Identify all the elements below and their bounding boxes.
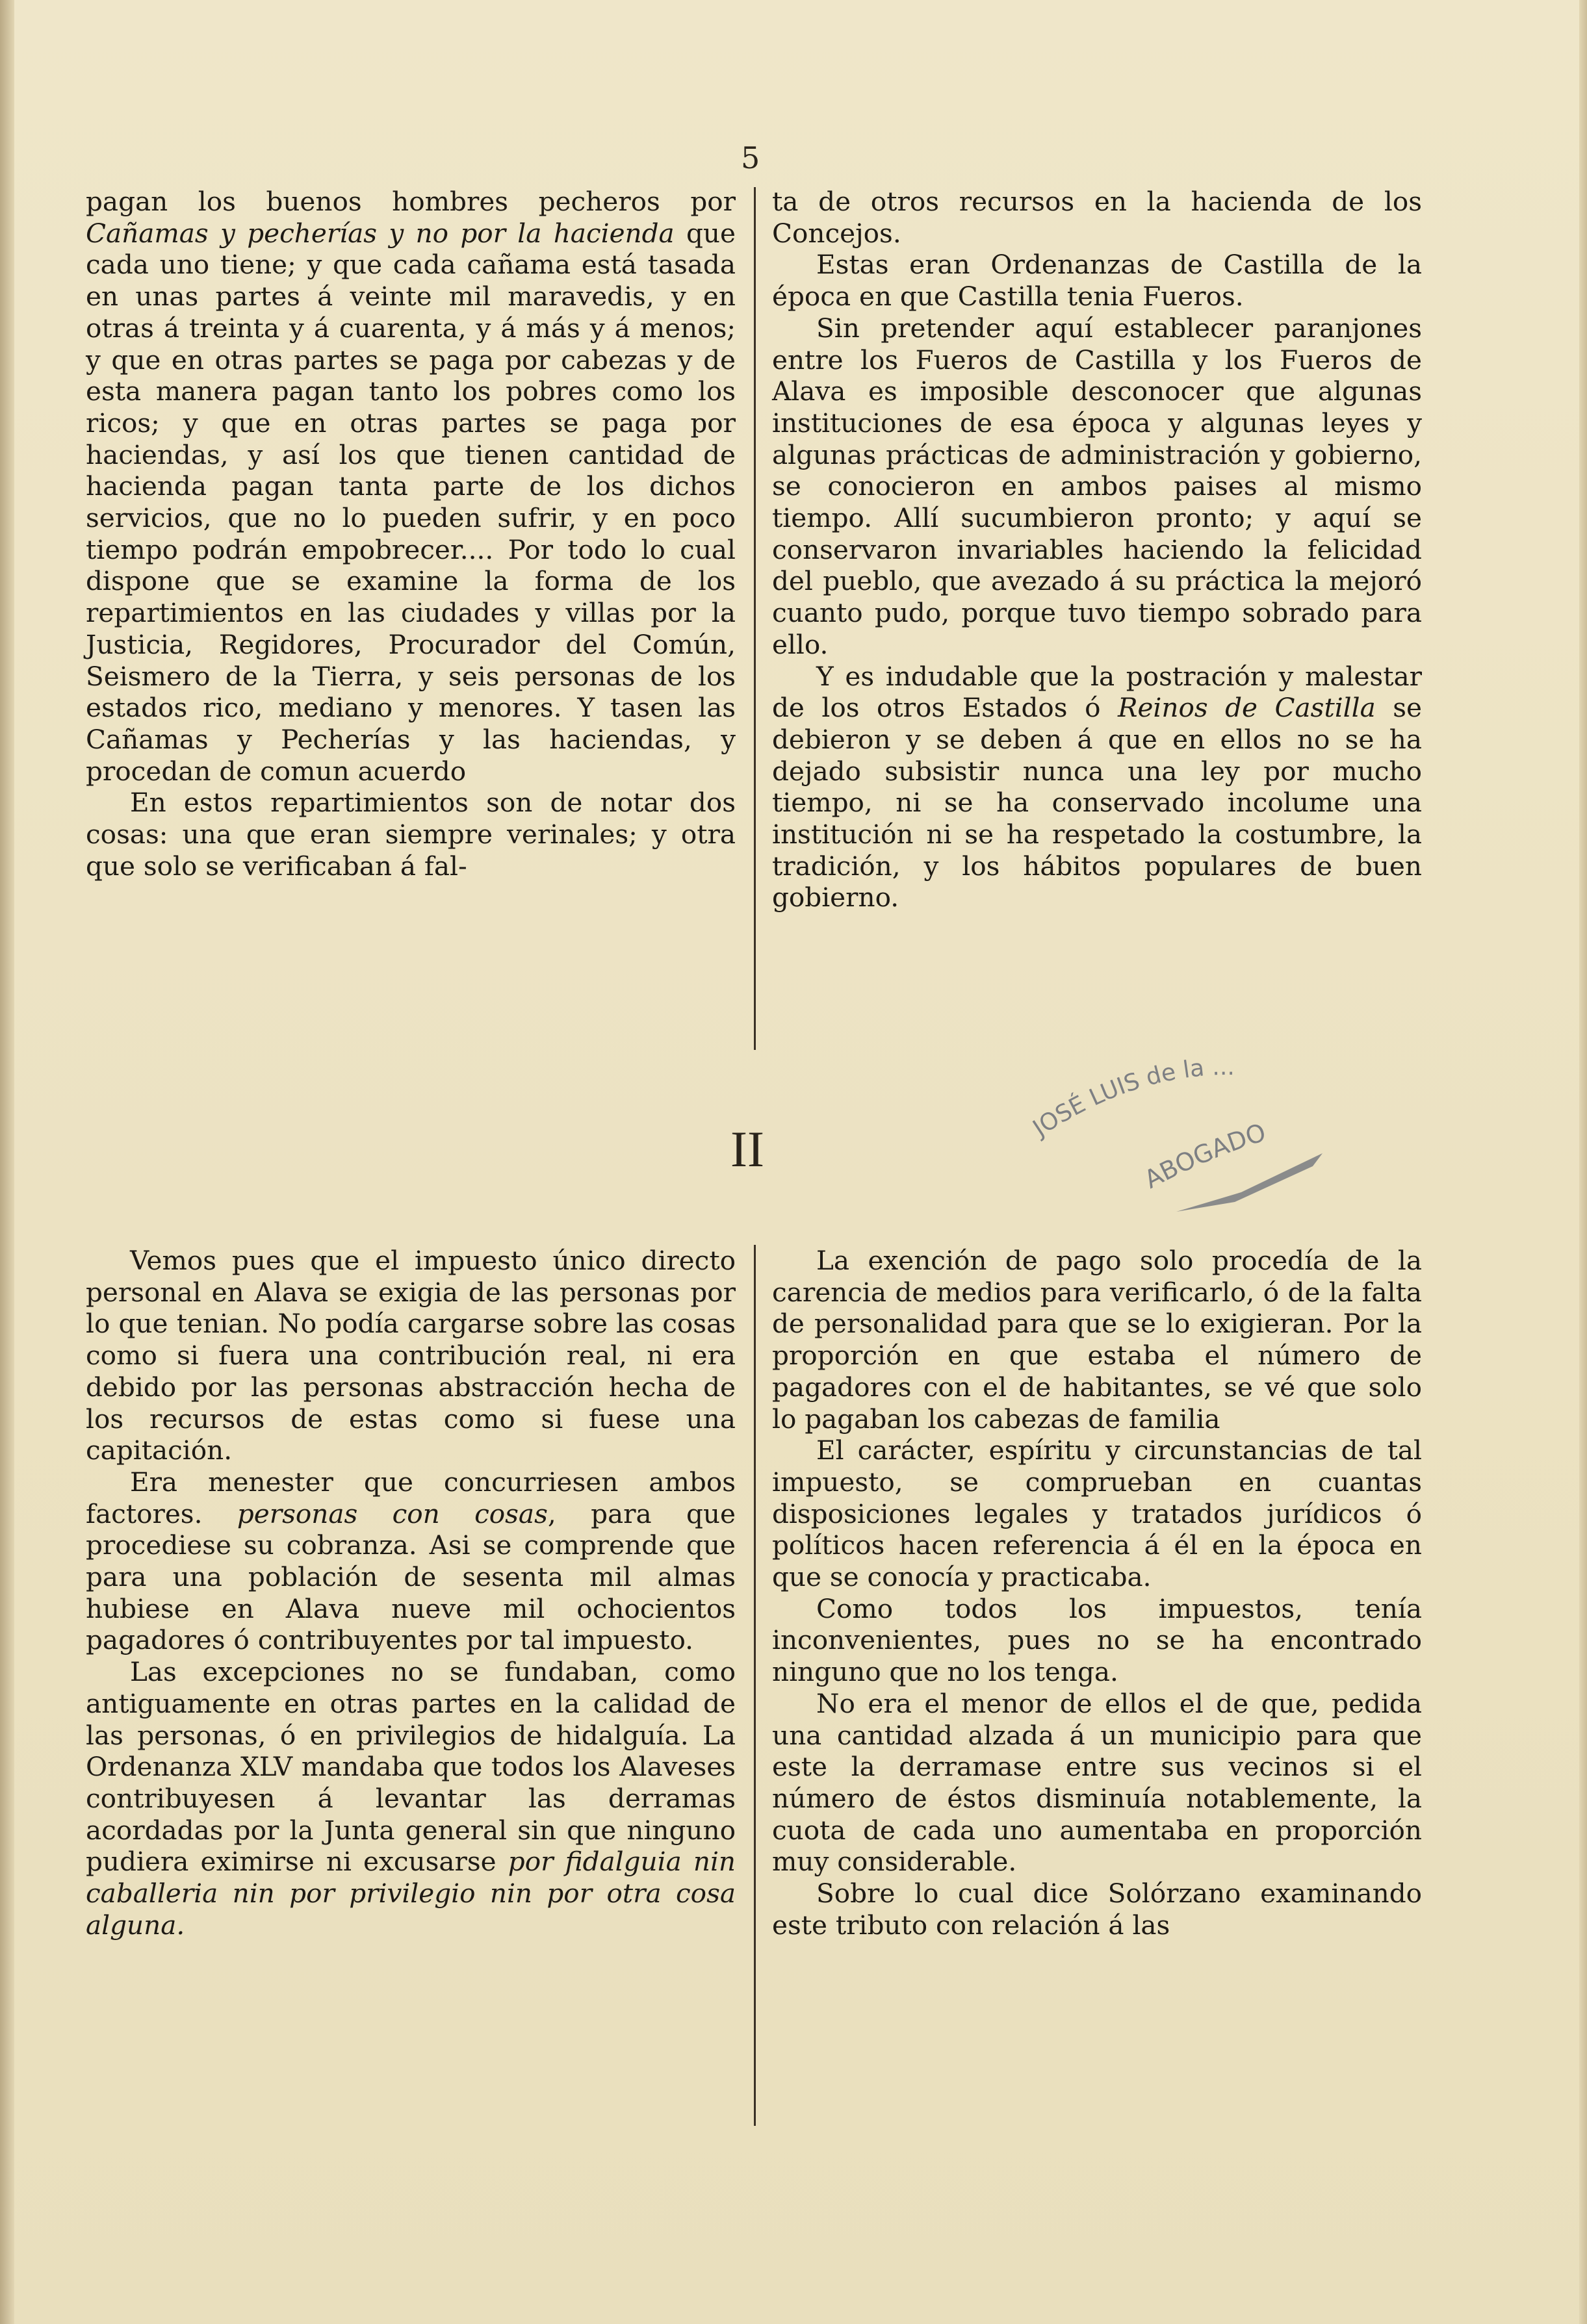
text-run: Las excepciones no se fundaban, como antiguamente en otras partes en la calidad de las personas, ó en privilegios de hidalguía. La Ordenanza XLV mandaba que todos los Alaveses contribuyesen á levantar las derramas acordadas por la Junta general sin que ninguno pudiera eximirse ni excusarse (86, 1656, 736, 1878)
top-right-column (772, 186, 1422, 913)
section-heading: II (730, 1121, 764, 1177)
paragraph (772, 186, 1422, 249)
paragraph (86, 1245, 736, 1466)
text-run: No era el menor de ellos el de que, pedida una cantidad alzada á un municipio para que este la derramase entre sus vecinos si el número de éstos disminuía notablemente, la cuota de cada uno aumentaba en proporción muy considerable. (772, 1687, 1422, 1878)
italic-text: Cañamas y pecherías y no por la hacienda (86, 217, 675, 249)
paragraph (86, 1656, 736, 1941)
paragraph (772, 1688, 1422, 1878)
text-run: Era menester que concurriesen ambos factores. (86, 1466, 736, 1529)
italic-text: Reinos de Castilla (1117, 692, 1376, 724)
stamp-text-name: JOSÉ LUIS de la ... (1028, 1053, 1235, 1142)
paragraph (772, 313, 1422, 661)
text-run: Estas eran Ordenanzas de Castilla de la época en que Castilla tenia Fueros. (772, 249, 1422, 313)
paragraph (86, 186, 736, 787)
page-left-edge (0, 0, 14, 2324)
text-run: En estos repartimientos son de notar dos cosas: una que eran siempre verinales; y otra que solo se verificaban á fal- (86, 787, 736, 882)
paragraph (772, 661, 1422, 914)
text-run: Como todos los impuestos, tenía inconvenientes, pues no se ha encontrado ninguno que no los tenga. (772, 1592, 1422, 1688)
page-right-edge (1579, 0, 1587, 2324)
text-run: pagan los buenos hombres pecheros por (86, 186, 736, 217)
lawyer-stamp (1027, 1040, 1391, 1234)
bottom-left-column (86, 1245, 736, 1941)
text-run: Sin pretender aquí establecer paranjones entre los Fueros de Castilla y los Fueros de Alava es imposible desconocer que algunas instituciones de esa época y algunas leyes y algunas prácticas de administración y gobierno, se conocieron en ambos paises al mismo tiempo. Allí sucumbieron pronto; y aquí se conservaron invariables haciendo la felicidad del pueblo, que avezado á su práctica la mejoró cuanto pudo, porque tuvo tiempo sobrado para ello. (772, 312, 1422, 660)
paragraph (86, 787, 736, 882)
italic-text: por fidalguia nin caballeria nin por privilegio nin por otra cosa alguna. (86, 1846, 736, 1941)
paragraph (772, 1593, 1422, 1688)
paragraph (772, 1435, 1422, 1593)
top-left-column (86, 186, 736, 882)
paragraph (772, 1878, 1422, 1941)
paragraph (772, 249, 1422, 312)
column-divider-top (754, 187, 756, 1050)
text-run: , para que procediese su cobranza. Asi se comprende que para una población de sesenta mil almas hubiese en Alava nueve mil ochocientos pagadores ó contribuyentes por tal impuesto. (86, 1498, 736, 1656)
bottom-right-column (772, 1245, 1422, 1941)
paragraph (772, 1245, 1422, 1435)
text-run: Sobre lo cual dice Solórzano examinando este tributo con relación á las (772, 1878, 1422, 1941)
text-run: La exención de pago solo procedía de la carencia de medios para verificarlo, ó de la falta de personalidad para que se lo exigieran. Por la proporción en que estaba el número de pagadores con el de habitantes, se vé que solo lo pagaban los cabezas de familia (772, 1245, 1422, 1435)
paragraph (86, 1466, 736, 1656)
italic-text: personas con cosas (237, 1498, 548, 1529)
text-run: se debieron y se deben á que en ellos no se ha dejado subsistir nunca una ley por mucho tiempo, ni se ha conservado incolume una institución ni se ha respetado la costumbre, la tradición, y los hábitos populares de buen gobierno. (772, 692, 1422, 913)
text-run: ta de otros recursos en la hacienda de los Concejos. (772, 186, 1422, 249)
column-divider-bottom (754, 1245, 756, 2126)
stamp-text-title: ABOGADO (1139, 1117, 1269, 1194)
text-run: El carácter, espíritu y circunstancias de tal impuesto, se comprueban en cuantas disposiciones legales y tratados jurídicos ó políticos hacen referencia á él en la época en que se conocía y practicaba. (772, 1435, 1422, 1593)
text-run: Y es indudable que la postración y malestar de los otros Estados ó (772, 660, 1422, 724)
page-number: 5 (741, 140, 760, 175)
text-run: que cada uno tiene; y que cada cañama está tasada en unas partes á veinte mil maravedis, y en otras á treinta y á cuarenta, y á más y á menos; y que en otras partes se paga por cabezas y de esta manera pagan tanto los pobres como los ricos; y que en otras partes se paga por haciendas, y así los que tienen cantidad de hacienda pagan tanta parte de los dichos servicios, que no lo pueden sufrir, y en poco tiempo podrán empobrecer.... Por todo lo cual dispone que se examine la forma de los repartimientos en las ciudades y villas por la Justicia, Regidores, Procurador del Común, Seismero de la Tierra, y seis personas de los estados rico, mediano y menores. Y tasen las Cañamas y Pecherías y las haciendas, y procedan de comun acuerdo (86, 217, 736, 787)
text-run: Vemos pues que el impuesto único directo personal en Alava se exigia de las personas por lo que tenian. No podía cargarse sobre las cosas como si fuera una contribución real, ni era debido por las personas abstracción hecha de los recursos de estas como si fuese una capitación. (86, 1245, 736, 1466)
